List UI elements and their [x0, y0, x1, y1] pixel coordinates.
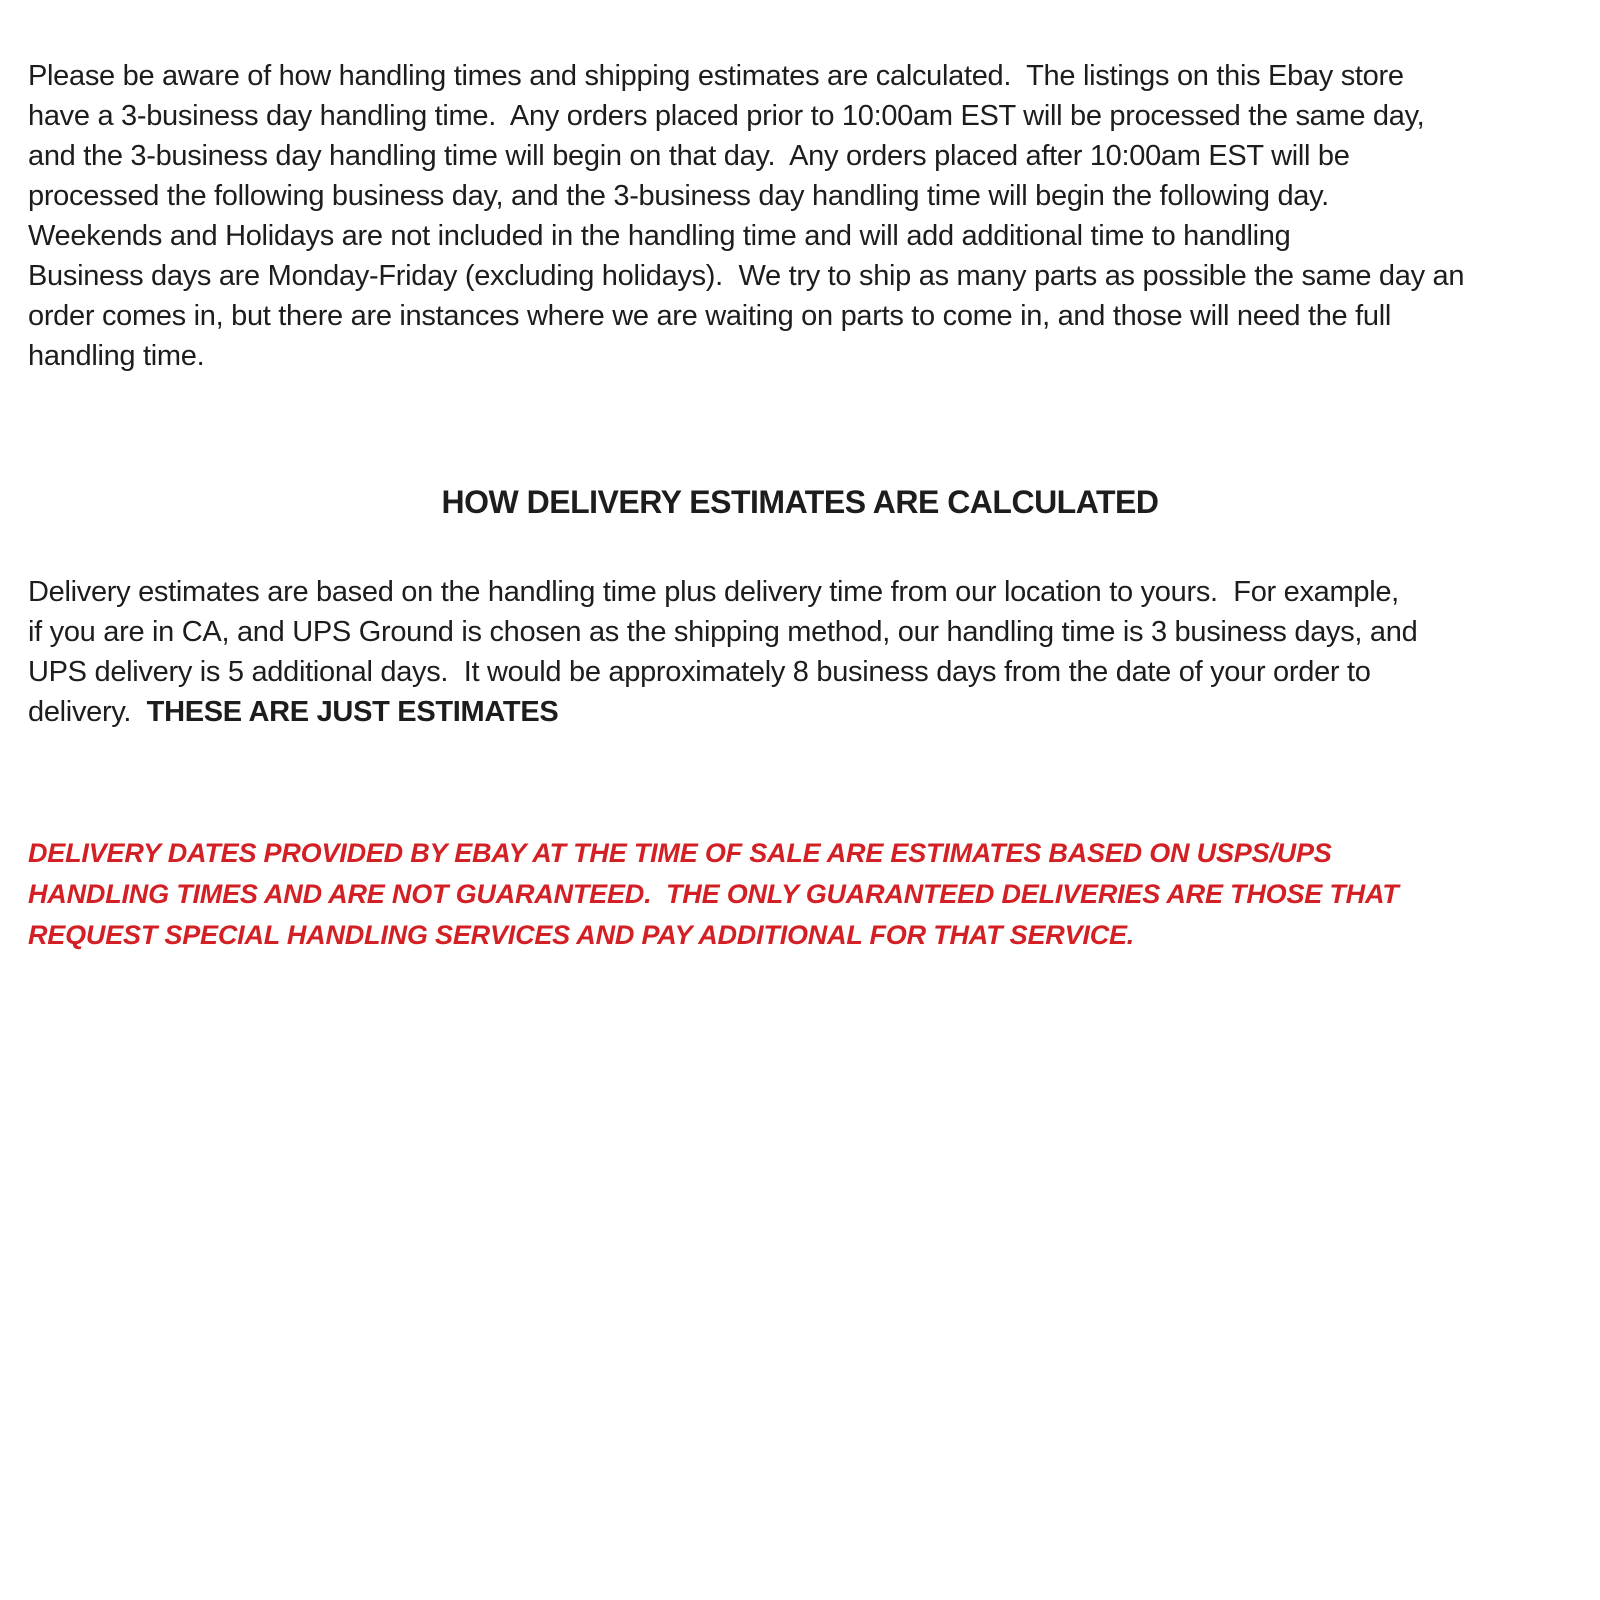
paragraph-line: processed the following business day, and the 3-business day handling time will begin the following day. [28, 180, 1329, 212]
paragraph-line: UPS delivery is 5 additional days. It would be approximately 8 business days from the date of your order to [28, 656, 1371, 688]
handling-times-paragraph [28, 56, 1572, 376]
paragraph-line: order comes in, but there are instances where we are waiting on parts to come in, and those will need the full [28, 300, 1391, 332]
paragraph-line: Delivery estimates are based on the handling time plus delivery time from our location to yours. For example, [28, 576, 1399, 608]
paragraph-line: Weekends and Holidays are not included in the handling time and will add additional time to handling [28, 220, 1291, 252]
warning-line: REQUEST SPECIAL HANDLING SERVICES AND PAY ADDITIONAL FOR THAT SERVICE. [28, 920, 1135, 950]
paragraph-line: handling time. [28, 340, 205, 372]
warning-line: HANDLING TIMES AND ARE NOT GUARANTEED. THE ONLY GUARANTEED DELIVERIES ARE THOSE THAT [28, 879, 1399, 909]
paragraph-line: and the 3-business day handling time will begin on that day. Any orders placed after 10:00am EST will be [28, 140, 1350, 172]
paragraph-line [28, 692, 1572, 732]
section-heading: HOW DELIVERY ESTIMATES ARE CALCULATED [441, 484, 1159, 520]
warning-line: DELIVERY DATES PROVIDED BY EBAY AT THE TIME OF SALE ARE ESTIMATES BASED ON USPS/UPS [28, 838, 1332, 868]
delivery-estimates-paragraph [28, 572, 1572, 732]
paragraph-line: Business days are Monday-Friday (excluding holidays). We try to ship as many parts as possible the same day an [28, 260, 1465, 292]
estimates-emphasis-text: THESE ARE JUST ESTIMATES [146, 696, 559, 728]
warning-paragraph [28, 833, 1572, 956]
paragraph-line: Please be aware of how handling times and shipping estimates are calculated. The listings on this Ebay store [28, 60, 1404, 92]
paragraph-line-prefix: delivery. [28, 696, 147, 728]
paragraph-line: if you are in CA, and UPS Ground is chosen as the shipping method, our handling time is 3 business days, and [28, 616, 1418, 648]
paragraph-line: have a 3-business day handling time. Any orders placed prior to 10:00am EST will be processed the same day, [28, 100, 1425, 132]
